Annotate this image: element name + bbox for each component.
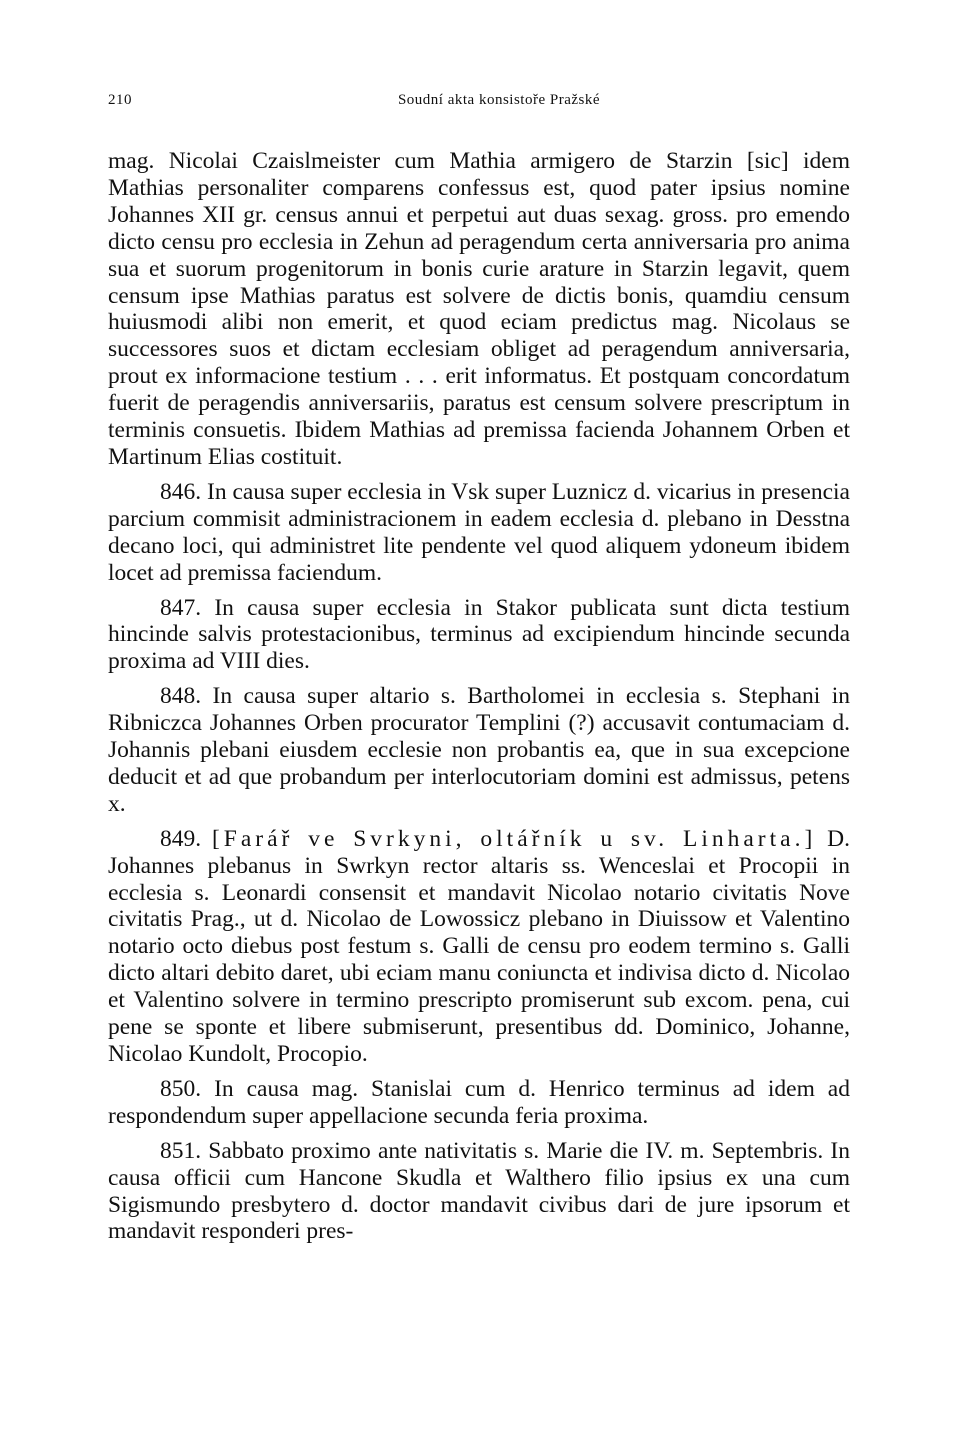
entry-850: 850. In causa mag. Stanislai cum d. Henrico terminus ad idem ad respondendum super appellacione secunda feria proxima.: [108, 1075, 850, 1129]
entry-heading: [Farář ve Svrkyni, oltářník u sv. Linharta.]: [211, 825, 817, 852]
entry-851: 851. Sabbato proximo ante nativitatis s. Marie die IV. m. Septembris. In causa officii cum Hancone Skudla et Walthero filio ipsius ex una cum Sigismundo presbytero d. doctor mandavit civibus dari de jure ipsorum et mandavit responderi pres-: [108, 1137, 850, 1245]
entry-text: D. Johannes plebanus in Swrkyn rector altaris ss. Wenceslai et Procopii in ecclesia s. Leonardi consensit et mandavit Nicolao notario civitatis Nove civitatis Prag., ut d. Nicolao de Lowossicz plebano in Diuissow et Valentino notario octo diebus post festum s. Galli de censu pro eodem termino s. Galli dicto altari debito daret, ubi eciam manu coniuncta et indivisa dicto d. Nicolao et Valentino solvere in termino prescripto promiserunt sub excom. pena, cui pene se sponte et libere submiserunt, presentibus dd. Dominico, Johanne, Nicolao Kundolt, Procopio.: [108, 825, 850, 1067]
running-title: Soudní akta konsistoře Pražské: [397, 92, 601, 108]
entry-849: [108, 826, 850, 1068]
body-text: [108, 148, 850, 1245]
running-header: [108, 92, 850, 116]
entry-846: 846. In causa super ecclesia in Vsk super Luznicz d. vicarius in presencia parcium commisit administracionem in eadem ecclesia d. plebano in Desstna decano loci, qui administret lite pendente vel quod aliquem ydoneum ibidem locet ad premissa faciendum.: [108, 478, 850, 586]
entry-847: 847. In causa super ecclesia in Stakor publicata sunt dicta testium hincinde salvis protestacionibus, terminus ad excipiendum hincinde secunda proxima ad VIII dies.: [108, 594, 850, 675]
page-number: 210: [108, 92, 132, 108]
entry-848: 848. In causa super altario s. Bartholomei in ecclesia s. Stephani in Ribniczca Johannes Orben procurator Templini (?) accusavit contumaciam d. Johannis plebani eiusdem ecclesie non probantis ea, que in sua excepcione deducit et ad que probandum per interlocutoriam domini est admissus, petens x.: [108, 683, 850, 817]
paragraph-continuation: mag. Nicolai Czaislmeister cum Mathia armigero de Starzin [sic] idem Mathias personaliter comparens confessus est, quod pater ipsius nomine Johannes XII gr. census annui et perpetui aut duas sexag. gross. pro emendo dicto censu pro ecclesia in Zehun ad peragendum certa anniversaria pro anima sua et suorum progenitorum in bonis curie arature in Starzin legavit, quem censum ipse Mathias paratus est solvere de dictis bonis, quamdiu censum huiusmodi alibi non emerit, et quod eciam predictus mag. Nicolaus se successores suos et dictam ecclesiam obliget ad peragendum anniversaria, prout ex informacione testium . . . erit informatus. Et postquam concordatum fuerit de peragendis anniversariis, paratus est censum solvere prescriptum in terminis consuetis. Ibidem Mathias ad premissa facienda Johannem Orben et Martinum Elias costituit.: [108, 148, 850, 470]
entry-number: 849.: [160, 825, 212, 852]
document-page: [108, 92, 850, 1245]
